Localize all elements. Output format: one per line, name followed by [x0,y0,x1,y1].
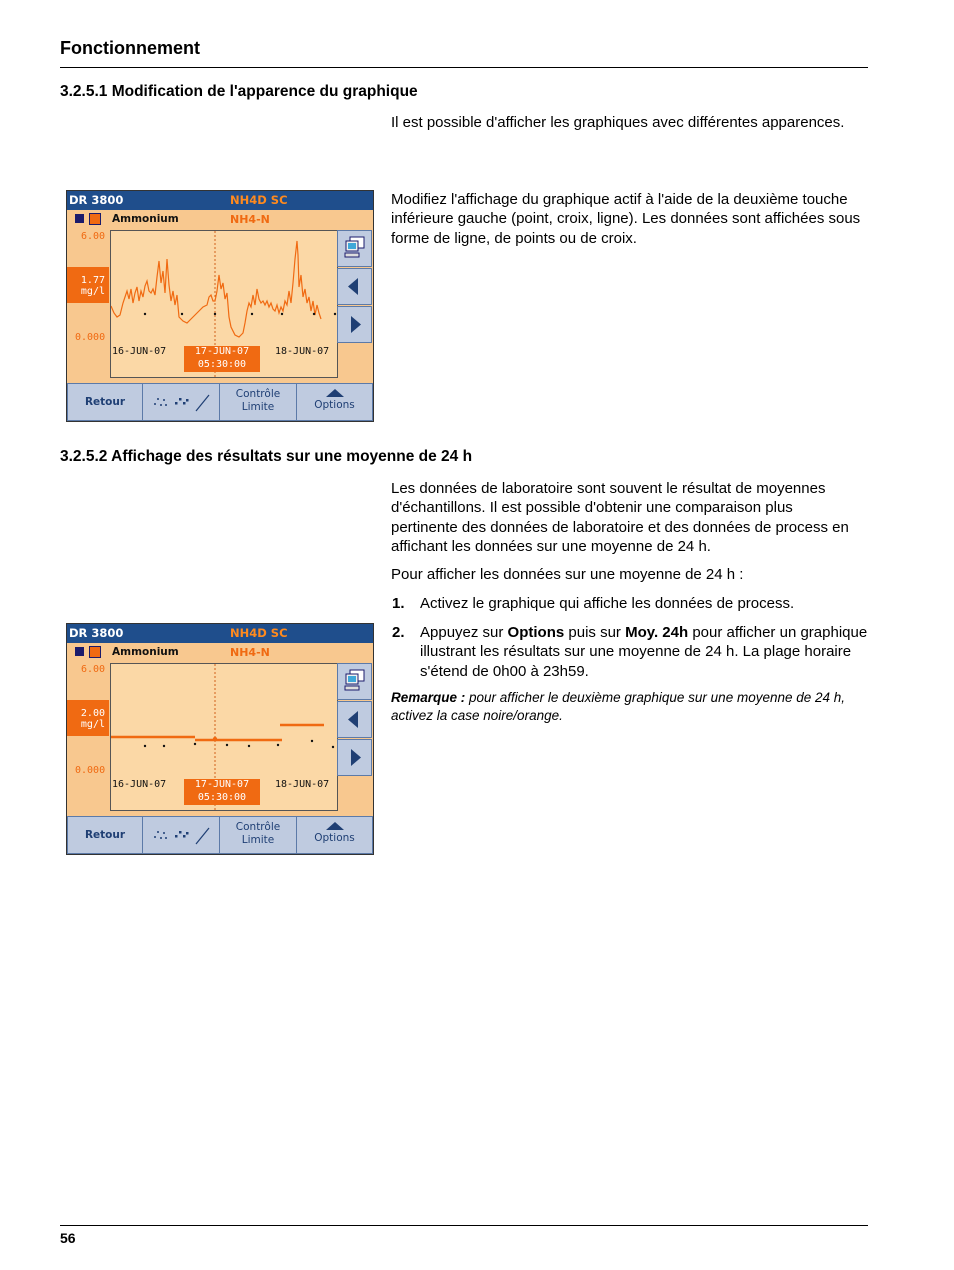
footer-rule [60,1225,868,1226]
x-axis-right-label: 18-JUN-07 [275,779,330,790]
list-number: 2. [392,624,405,641]
point-cross-line-icon [143,384,219,420]
computer-icon [338,664,371,699]
right-arrow-icon [338,307,371,342]
left-arrow-icon [338,702,371,737]
instrument-model: DR 3800 [69,626,124,640]
cursor-point [213,737,217,741]
lab-points [144,313,336,315]
parameter-formula: NH4-N [230,646,270,659]
note-label: Remarque : [391,690,466,705]
control-limit-button[interactable] [219,816,297,854]
control-limit-label-1: Contrôle [235,821,281,833]
list-number: 1. [392,595,405,612]
list-item [392,623,870,681]
current-value-box [67,267,109,303]
y-axis-min: 0.000 [75,332,106,343]
scroll-right-button[interactable] [337,306,372,343]
scroll-left-button[interactable] [337,268,372,305]
current-unit: mg/l [80,719,105,730]
heading-3-2-5-1: 3.2.5.1 Modification de l'apparence du graphique [60,83,418,100]
list-text: Activez le graphique qui affiche les données de process. [420,595,795,612]
heading-3-2-5-2: 3.2.5.2 Affichage des résultats sur une moyenne de 24 h [60,448,473,465]
list-text: pour afficher un graphique illustrant les résultats sur une moyenne de 24 h. La plage horaire s'étend de 0h00 à 23h59. [420,624,868,680]
control-limit-button[interactable] [219,383,297,421]
lab-point [334,313,336,315]
lab-point [251,313,253,315]
parameter-row [67,643,373,661]
up-arrow-icon [320,821,350,831]
x-axis-left-label: 16-JUN-07 [112,779,167,790]
sensor-name: NH4D SC [230,193,288,207]
options-button-label: Options [314,832,355,844]
paragraph: Pour afficher les données sur une moyenne de 24 h : [391,566,744,583]
current-value: 2.00 [80,708,105,719]
x-axis-right-label: 18-JUN-07 [275,346,330,357]
back-button[interactable] [67,816,143,854]
scroll-left-button[interactable] [337,701,372,738]
black-series-box[interactable] [75,214,84,223]
cursor-time: 05:30:00 [197,358,247,370]
graph-style-button[interactable] [142,383,220,421]
control-limit-label-2: Limite [241,401,275,413]
scroll-right-button[interactable] [337,739,372,776]
section-title: Fonctionnement [60,38,200,58]
title-bar [67,191,373,210]
cursor-datetime [184,779,260,805]
control-limit-label-2: Limite [241,834,275,846]
paragraph: Modifiez l'affichage du graphique actif à l'aide de la deuxième touche inférieure gauche (point, croix, ligne). Les données sont affichées sous forme de ligne, de points ou de croix. [391,191,861,247]
process-curve [111,241,321,337]
orange-series-box[interactable] [89,213,101,225]
title-bar [67,624,373,643]
back-button-label: Retour [84,396,126,408]
list-text: Appuyez sur [420,624,508,641]
parameter-formula: NH4-N [230,213,270,226]
lab-point [226,744,228,746]
y-axis-max: 6.00 [81,231,106,242]
export-data-button[interactable] [337,230,372,267]
list-text: puis sur [564,624,626,641]
lab-point [248,745,250,747]
orange-series-box[interactable] [89,646,101,658]
right-arrow-icon [338,740,371,775]
current-value: 1.77 [80,275,105,286]
device-screen-2 [66,623,374,855]
paragraph: Il est possible d'afficher les graphiques avec différentes apparences. [391,114,845,131]
lab-point [214,313,216,315]
sensor-name: NH4D SC [230,626,288,640]
cursor-date: 17-JUN-07 [194,779,250,790]
control-limit-label-1: Contrôle [235,388,281,400]
y-axis-min: 0.000 [75,765,106,776]
cursor-time: 05:30:00 [197,791,247,803]
left-arrow-icon [338,269,371,304]
graph-style-button[interactable] [142,816,220,854]
options-term: Options [507,624,565,641]
paragraph: Les données de laboratoire sont souvent le résultat de moyennes d'échantillons. Il est possible d'obtenir une comparaison plus pertinente des données de laboratoire et des données de process en affichant les données sur une moyenne de 24 h. [391,480,849,555]
parameter-name: Ammonium [112,213,179,225]
lab-point [332,746,334,748]
black-series-box[interactable] [75,647,84,656]
options-button[interactable] [296,816,373,854]
cursor-datetime [184,346,260,372]
point-cross-line-icon [143,817,219,853]
lab-point [144,313,146,315]
x-axis-left-label: 16-JUN-07 [112,346,167,357]
lab-point [181,313,183,315]
lab-point [144,745,146,747]
options-button-label: Options [314,399,355,411]
note-text: pour afficher le deuxième graphique sur une moyenne de 24 h, activez la case noire/orange. [391,690,846,723]
back-button-label: Retour [84,829,126,841]
current-value-box [67,700,109,736]
instrument-model: DR 3800 [69,193,124,207]
list-item [392,594,870,613]
computer-icon [338,231,371,266]
cursor-date: 17-JUN-07 [194,346,250,357]
lab-point [313,313,315,315]
lab-point [163,745,165,747]
lab-point [194,743,196,745]
options-button[interactable] [296,383,373,421]
lab-point [281,313,283,315]
export-data-button[interactable] [337,663,372,700]
current-unit: mg/l [80,286,105,297]
parameter-row [67,210,373,228]
device-screen-1 [66,190,374,422]
note [391,689,861,725]
parameter-name: Ammonium [112,646,179,658]
lab-point [277,744,279,746]
lab-point [311,740,313,742]
back-button[interactable] [67,383,143,421]
page-number: 56 [60,1230,76,1246]
moy-24h-term: Moy. 24h [625,624,689,641]
up-arrow-icon [320,388,350,398]
y-axis-max: 6.00 [81,664,106,675]
header-rule [60,67,868,68]
